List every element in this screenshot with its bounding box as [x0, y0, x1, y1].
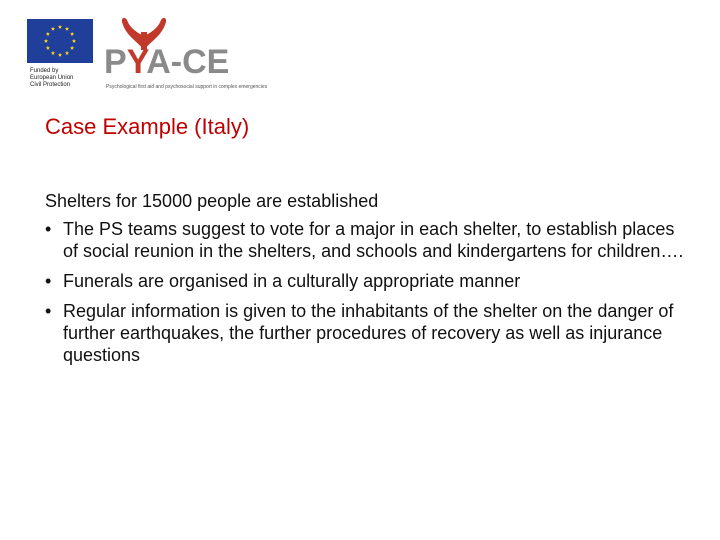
pyace-tagline: Psychological first aid and psychosocial support in complex emergencies	[106, 84, 268, 90]
bullet-item	[45, 270, 685, 292]
slide-title: Case Example (Italy)	[45, 114, 250, 139]
pyace-logo	[104, 12, 274, 94]
slide-body	[45, 190, 685, 374]
eu-star-icon	[46, 32, 50, 36]
eu-star-icon	[72, 39, 76, 43]
eu-caption	[30, 68, 100, 89]
eu-star-icon	[65, 51, 69, 55]
bullet-list	[45, 218, 685, 366]
eu-star-icon	[65, 27, 69, 31]
pyace-letter-y: Y	[126, 43, 147, 81]
eu-star-icon	[44, 39, 48, 43]
eu-star-icon	[51, 51, 55, 55]
bullet-marker: •	[45, 271, 52, 291]
bullet-item	[45, 300, 685, 366]
eu-caption-line: European Union	[30, 75, 74, 81]
pyace-letters-ace: A-CE	[146, 43, 230, 81]
eu-star-icon	[46, 46, 50, 50]
bullet-marker: •	[45, 301, 52, 321]
lead-text: Shelters for 15000 people are established	[45, 191, 379, 211]
bullet-text: The PS teams suggest to vote for a major in each shelter, to establish places of social reunion in the shelters, and schools and kindergartens for children….	[63, 219, 684, 261]
eu-flag-icon	[27, 19, 93, 63]
bullet-marker: •	[45, 219, 52, 239]
eu-star-icon	[51, 27, 55, 31]
eu-stars-icon	[27, 19, 93, 63]
eu-star-icon	[58, 53, 62, 57]
eu-star-icon	[70, 46, 74, 50]
eu-logo	[22, 16, 96, 94]
bullet-text: Funerals are organised in a culturally appropriate manner	[63, 271, 521, 291]
bullet-text: Regular information is given to the inhabitants of the shelter on the danger of further earthquakes, the further procedures of recovery as well as injurance questions	[63, 301, 674, 365]
eu-star-icon	[58, 25, 62, 29]
eu-caption-line: Civil Protection	[30, 82, 71, 88]
eu-star-icon	[70, 32, 74, 36]
bullet-item	[45, 218, 685, 262]
pyace-letter-p: P	[104, 43, 127, 81]
eu-caption-line: Funded by	[30, 68, 59, 74]
pyace-wordmark	[104, 44, 229, 80]
